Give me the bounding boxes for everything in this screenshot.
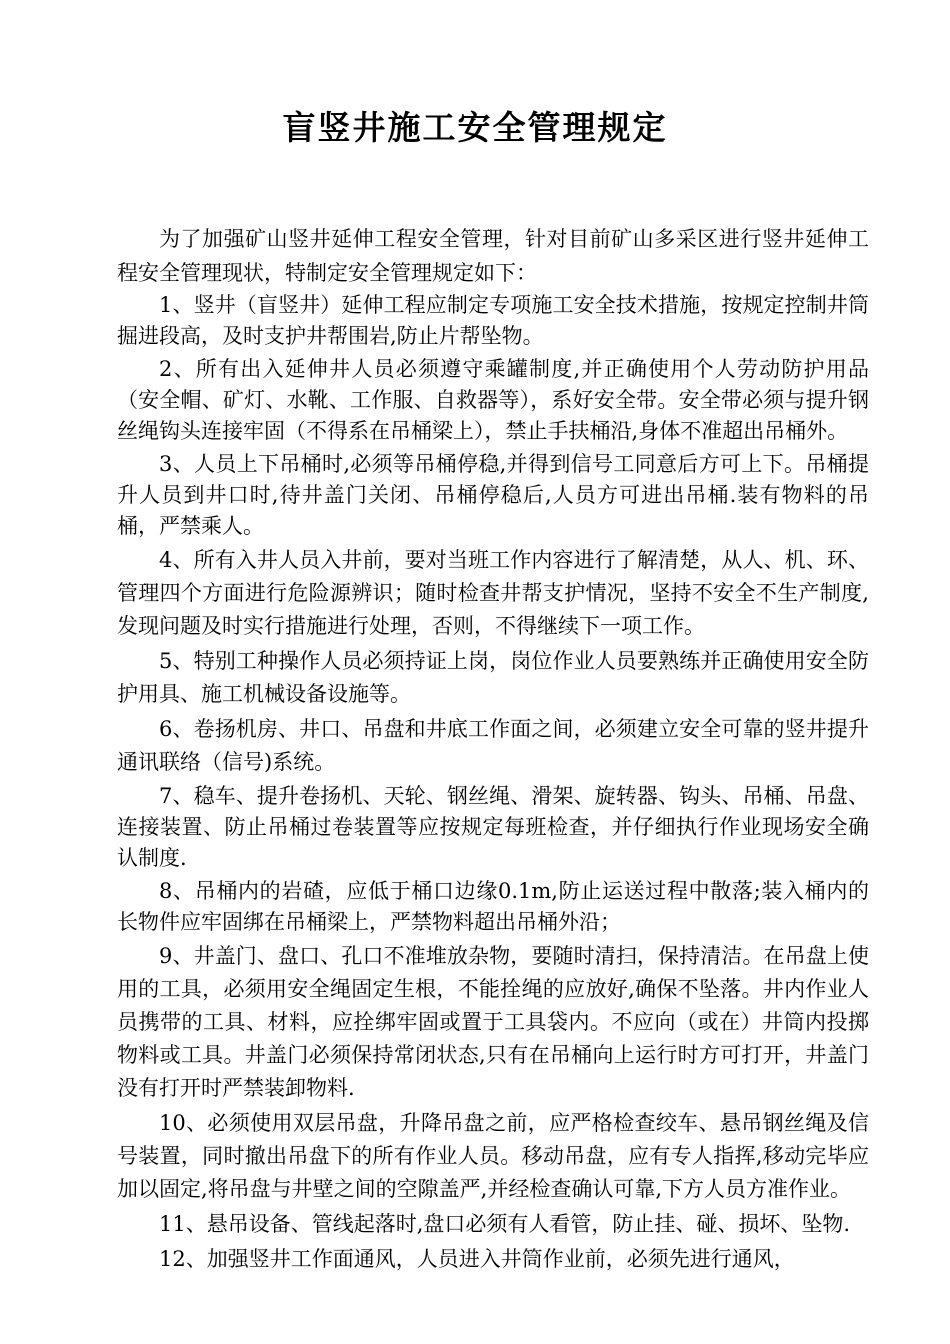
paragraph-rule-1: 1、竖井（盲竖井）延伸工程应制定专项施工安全技术措施，按规定控制井筒掘进段高，及时支护井帮围岩,防止片帮坠物。 [117,293,869,348]
paragraph-rule-11: 11、悬吊设备、管线起落时,盘口必须有人看管，防止挂、碰、损坏、坠物. [159,1212,851,1236]
paragraph-rule-3: 3、人员上下吊桶时,必须等吊桶停稳,并得到信号工同意后方可上下。吊桶提升人员到井口时,待井盖门关闭、吊桶停稳后,人员方可进出吊桶.装有物料的吊桶，严禁乘人。 [117,452,869,538]
document-title: 盲竖井施工安全管理规定 [282,108,668,147]
paragraph-rule-6: 6、卷扬机房、井口、吊盘和井底工作面之间，必须建立安全可靠的竖井提升通讯联络（信号)系统。 [117,717,869,774]
paragraph-rule-8: 8、吊桶内的岩碴，应低于桶口边缘0.1m,防止运送过程中散落;装入桶内的长物件应牢固绑在吊桶梁上，严禁物料超出吊桶外沿； [117,879,869,934]
paragraph-rule-12: 12、加强竖井工作面通风，人员进入井筒作业前，必须先进行通风， [159,1247,795,1271]
paragraph-rule-4: 4、所有入井人员入井前，要对当班工作内容进行了解清楚，从人、机、环、管理四个方面进行危险源辨识；随时检查井帮支护情况，坚持不安全不生产制度,发现问题及时实行措施进行处理，否则，不得继续下一项工作。 [117,548,869,638]
paragraph-rule-7: 7、稳车、提升卷扬机、天轮、钢丝绳、滑架、旋转器、钩头、吊桶、吊盘、连接装置、防止吊桶过卷装置等应按规定每班检查，并仔细执行作业现场安全确认制度. [117,784,869,870]
paragraph-rule-10: 10、必须使用双层吊盘，升降吊盘之前，应严格检查绞车、悬吊钢丝绳及信号装置，同时撤出吊盘下的所有作业人员。移动吊盘，应有专人指挥,移动完毕应加以固定,将吊盘与井壁之间的空隙盖严,并经检查确认可靠,下方人员方准作业。 [117,1111,869,1201]
paragraph-rule-2: 2、所有出入延伸井人员必须遵守乘罐制度,并正确使用个人劳动防护用品（安全帽、矿灯、水靴、工作服、自救器等），系好安全带。安全带必须与提升钢丝绳钩头连接牢固（不得系在吊桶梁上），禁止手扶桶沿,身体不准超出吊桶外。 [117,357,869,443]
paragraph-intro: 为了加强矿山竖井延伸工程安全管理，针对目前矿山多采区进行竖井延伸工程安全管理现状，特制定安全管理规定如下： [117,227,869,285]
paragraph-rule-5: 5、特别工种操作人员必须持证上岗，岗位作业人员要熟练并正确使用安全防护用具、施工机械设备设施等。 [117,649,869,706]
paragraph-rule-9: 9、井盖门、盘口、孔口不准堆放杂物，要随时清扫，保持清洁。在吊盘上使用的工具，必须用安全绳固定生根，不能拴绳的应放好,确保不坠落。井内作业人员携带的工具、材料，应拴绑牢固或置于工具袋内。不应向（或在）井筒内投掷物料或工具。井盖门必须保持常闭状态,只有在吊桶向上运行时方可打开，井盖门没有打开时严禁装卸物料. [117,944,869,1100]
document-body [117,222,869,1278]
